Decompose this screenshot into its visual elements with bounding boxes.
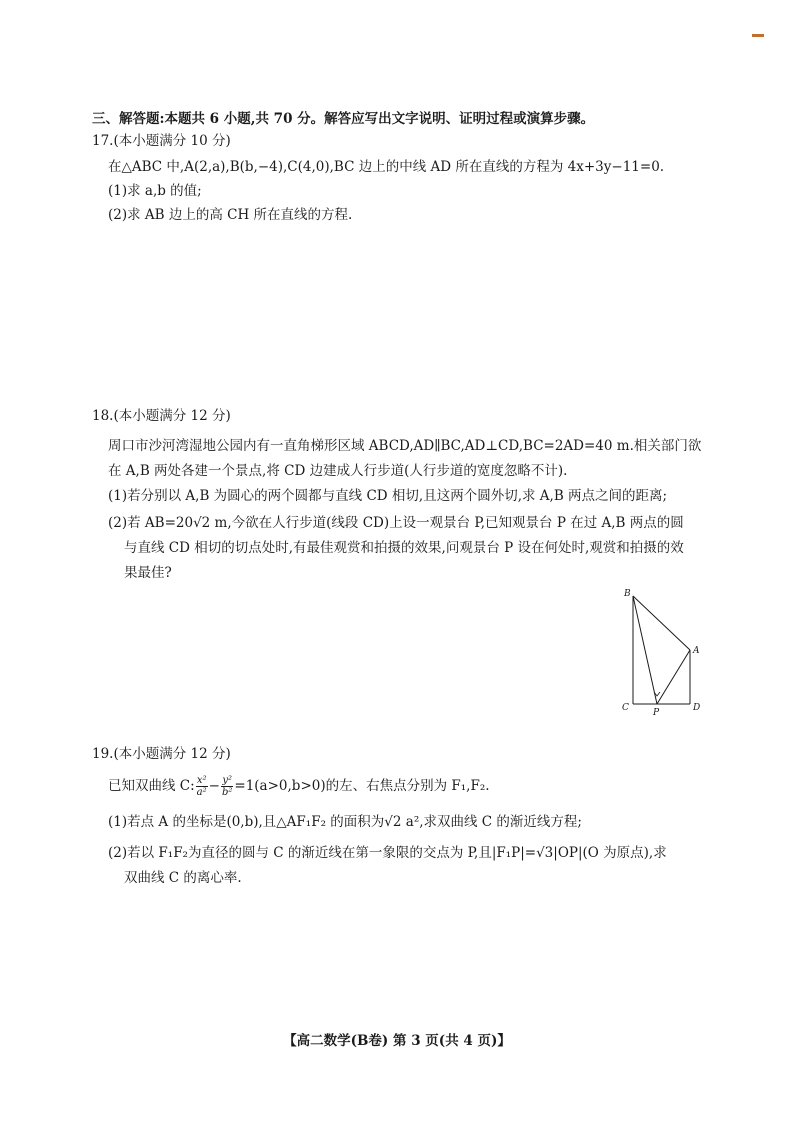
q18-stem-line2: 在 A,B 两处各建一个景点,将 CD 边建成人行步道(人行步道的宽度忽略不计). xyxy=(108,463,568,479)
q17-stem: 在△ABC 中,A(2,a),B(b,−4),C(4,0),BC 边上的中线 AD 所在直线的方程为 4x+3y−11=0. xyxy=(108,159,665,175)
fraction-y2-b2: $\frac{\text{y²}}{\text{b²}}$ xyxy=(221,775,233,798)
label-a: A xyxy=(693,646,700,656)
label-d: D xyxy=(693,703,701,713)
q18-part2-line2: 与直线 CD 相切的切点处时,有最佳观赏和拍摄的效果,问观景台 P 设在何处时,观赏和拍摄的效 xyxy=(124,540,684,556)
q19-header: 19.(本小题满分 12 分) xyxy=(92,746,231,762)
label-b: B xyxy=(624,589,631,599)
q18-stem-line1: 周口市沙河湾湿地公园内有一直角梯形区域 ABCD,AD∥BC,AD⊥CD,BC=2AD=40 m.相关部门欲 xyxy=(108,438,702,454)
label-c: C xyxy=(622,703,629,713)
q18-part2-line1: (2)若 AB=20√2 m,今欲在人行步道(线段 CD)上设一观景台 P,已知观景台 P 在过 A,B 两点的圆 xyxy=(108,515,684,531)
trapezoid-figure xyxy=(620,588,710,718)
q19-part2-line2: 双曲线 C 的离心率. xyxy=(124,870,242,886)
segment-bp xyxy=(633,596,657,704)
corner-mark xyxy=(752,34,764,37)
q17-part2: (2)求 AB 边上的高 CH 所在直线的方程. xyxy=(108,207,353,223)
section-title: 三、解答题:本题共 6 小题,共 70 分。解答应写出文字说明、证明过程或演算步骤。 xyxy=(92,111,595,127)
segment-ap xyxy=(657,650,690,704)
segment-ab xyxy=(633,596,690,650)
q17-header: 17.(本小题满分 10 分) xyxy=(92,133,231,149)
q18-header: 18.(本小题满分 12 分) xyxy=(92,408,231,424)
q19-part1: (1)若点 A 的坐标是(0,b),且△AF₁F₂ 的面积为√2 a²,求双曲线 C 的渐近线方程; xyxy=(108,814,582,830)
page-footer: 【高二数学(B卷) 第 3 页(共 4 页)】 xyxy=(283,1033,511,1049)
q19-stem-suffix: =1(a>0,b>0)的左、右焦点分别为 F₁,F₂. xyxy=(234,778,490,794)
q19-stem xyxy=(108,775,490,798)
q19-stem-prefix: 已知双曲线 C: xyxy=(108,778,195,794)
q18-part2-line3: 果最佳? xyxy=(124,565,172,581)
minus-sign: − xyxy=(208,778,220,794)
q17-part1: (1)求 a,b 的值; xyxy=(108,183,202,199)
q18-part1: (1)若分别以 A,B 为圆心的两个圆都与直线 CD 相切,且这两个圆外切,求 A,B 两点之间的距离; xyxy=(108,488,668,504)
fraction-x2-a2: $\frac{\text{x²}}{\text{a²}}$ xyxy=(196,775,207,798)
label-p: P xyxy=(653,708,660,718)
q19-part2-line1: (2)若以 F₁F₂为直径的圆与 C 的渐近线在第一象限的交点为 P,且|F₁P|=√3|OP|(O 为原点),求 xyxy=(108,845,667,861)
